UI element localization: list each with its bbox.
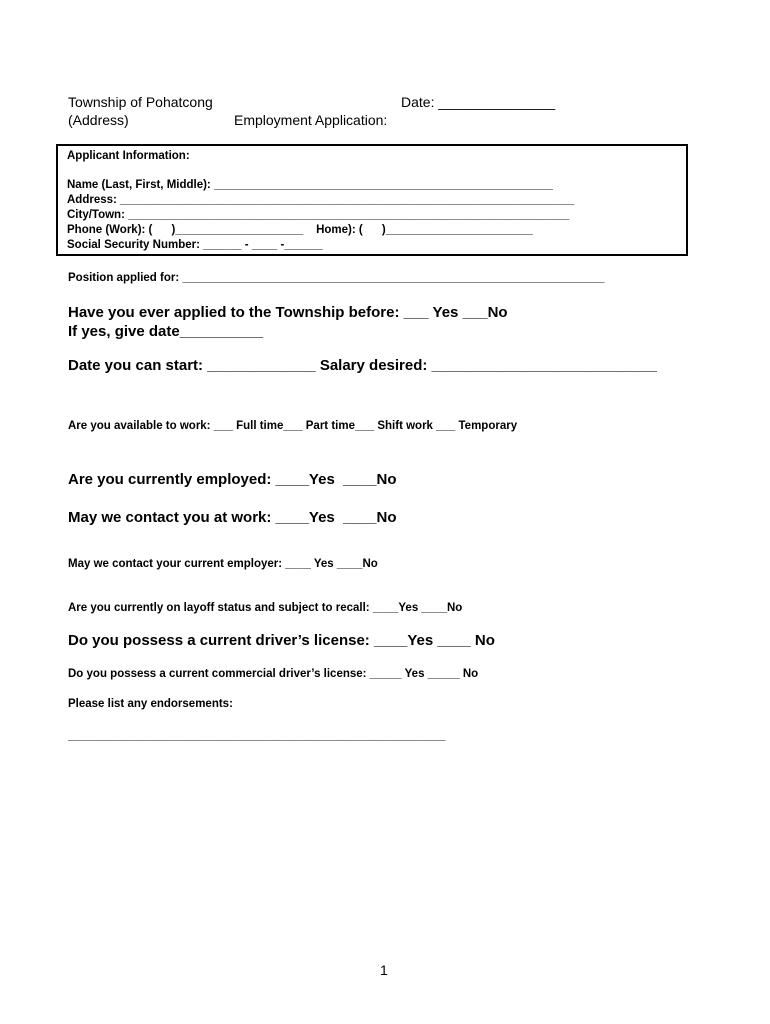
date-field[interactable]: Date: _______________ [401, 94, 556, 110]
applicant-info-box [56, 144, 688, 256]
applicant-info-heading: Applicant Information: [67, 150, 190, 162]
page-number: 1 [380, 962, 388, 978]
form-title: Employment Application: [234, 112, 388, 128]
start-salary-fields[interactable]: Date you can start: _____________ Salary desired: ___________________________ [68, 357, 657, 374]
city-field[interactable]: City/Town: _____________________________________________________________________ [67, 209, 570, 221]
ssn-field[interactable]: Social Security Number: ______ - ____ -______ [67, 239, 323, 251]
cdl-question[interactable]: Do you possess a current commercial driver’s license: _____ Yes _____ No [68, 668, 479, 680]
name-field[interactable]: Name (Last, First, Middle): _____________________________________________________ [67, 179, 553, 191]
applied-date-field[interactable]: If yes, give date__________ [68, 323, 264, 340]
address-field[interactable]: Address: _______________________________________________________________________ [67, 194, 575, 206]
employed-question[interactable]: Are you currently employed: ____Yes ____No [68, 471, 397, 488]
endorsements-line[interactable]: ___________________________________________________________ [68, 730, 446, 742]
license-question[interactable]: Do you possess a current driver’s license: ____Yes ____ No [68, 632, 495, 649]
contact-work-question[interactable]: May we contact you at work: ____Yes ____No [68, 509, 397, 526]
position-field[interactable]: Position applied for: __________________________________________________________________ [68, 272, 605, 284]
availability-question[interactable]: Are you available to work: ___ Full time___ Part time___ Shift work ___ Temporary [68, 420, 518, 432]
address-label: (Address) [68, 112, 129, 128]
applied-before-question[interactable]: Have you ever applied to the Township before: ___ Yes ___No [68, 304, 508, 321]
endorsements-label: Please list any endorsements: [68, 698, 233, 710]
org-name: Township of Pohatcong [68, 94, 213, 110]
phone-field[interactable]: Phone (Work): ( )____________________ Home): ( )_______________________ [67, 224, 533, 236]
layoff-question[interactable]: Are you currently on layoff status and subject to recall: ____Yes ____No [68, 602, 463, 614]
contact-employer-question[interactable]: May we contact your current employer: ____ Yes ____No [68, 558, 378, 570]
